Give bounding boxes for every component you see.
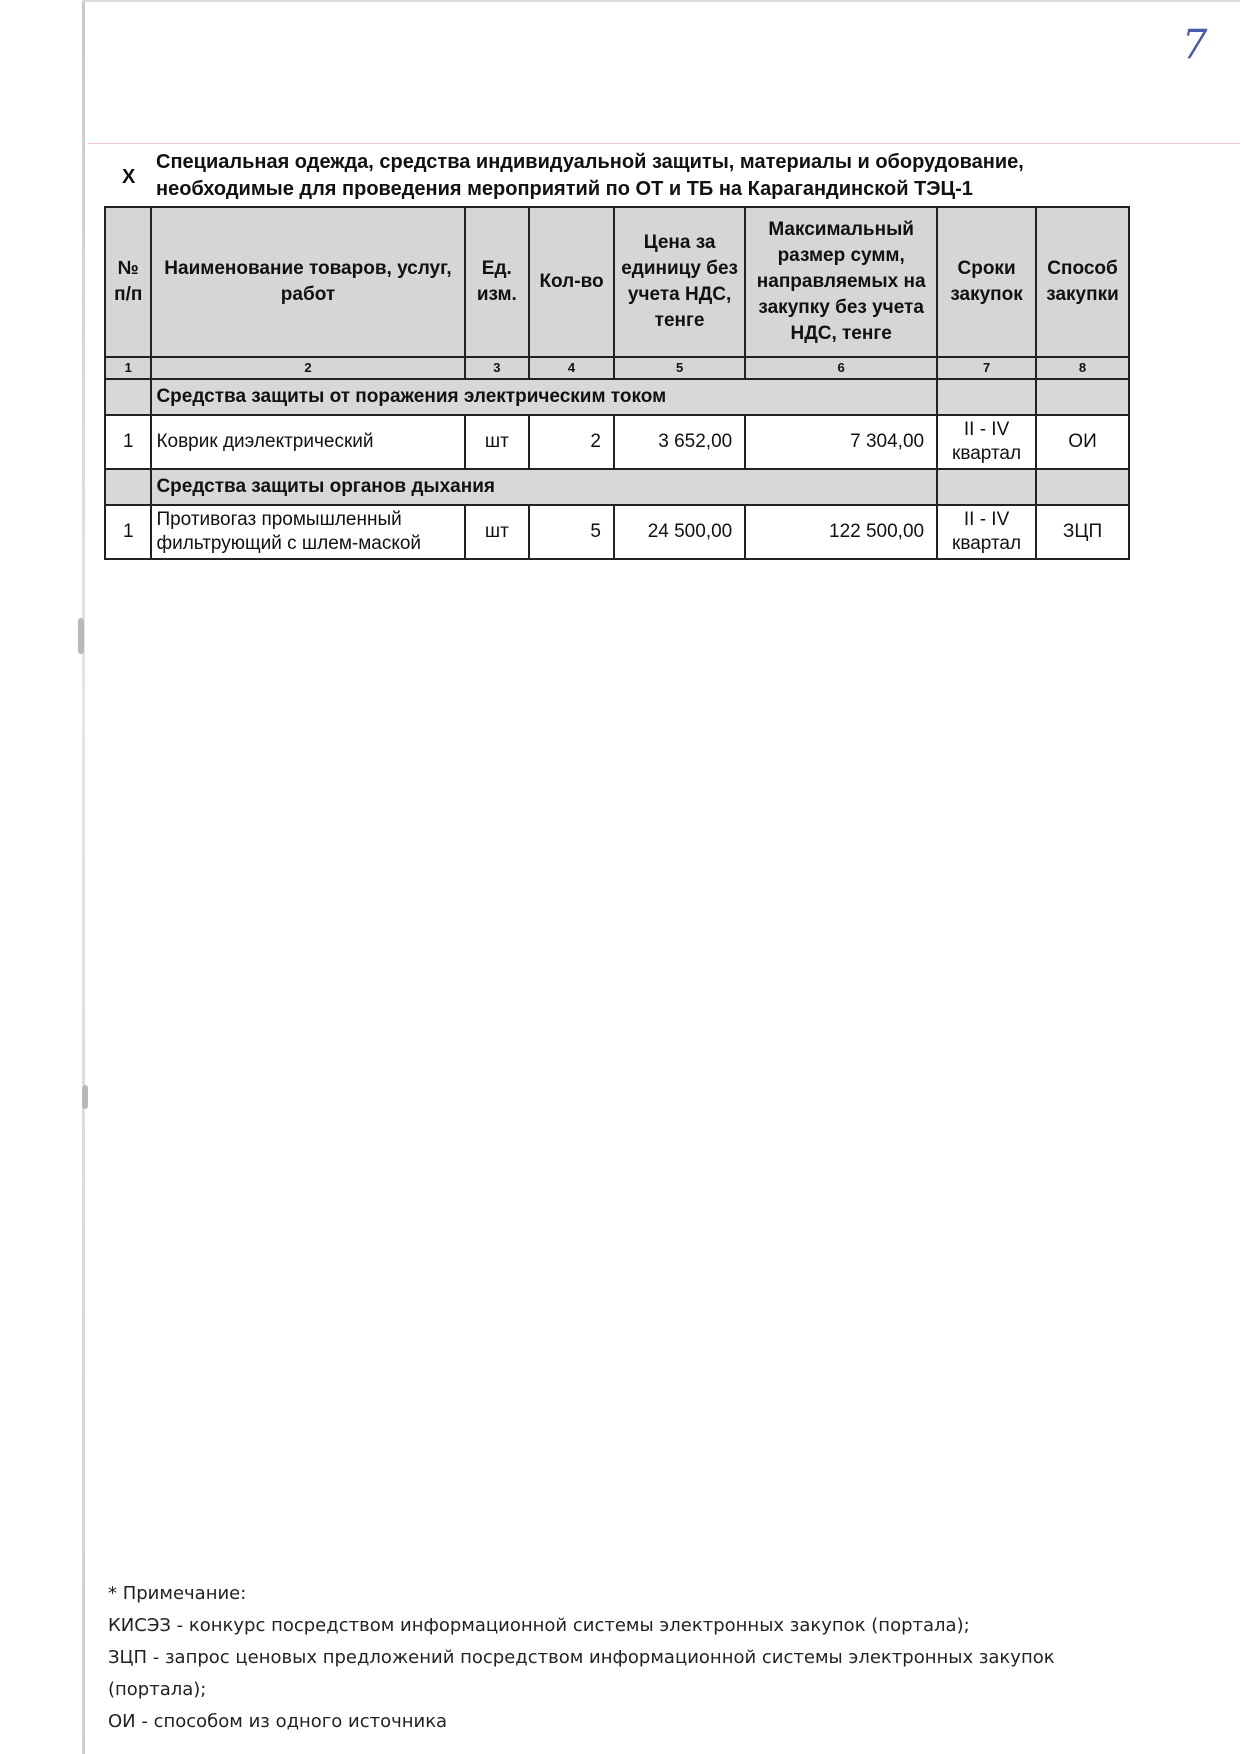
cell-period-line: II - IV xyxy=(963,509,1010,530)
group-spacer xyxy=(105,469,151,505)
footnotes xyxy=(108,1578,1108,1738)
procurement-table xyxy=(104,206,1130,560)
page-edge-left xyxy=(82,0,85,1754)
group-spacer xyxy=(1036,379,1129,415)
column-number: 4 xyxy=(529,357,614,379)
header-total: Максимальный размер сумм, направляемых на закупку без учета НДС, тенге xyxy=(745,207,937,357)
cell-num: 1 xyxy=(105,505,151,559)
section-mark: X xyxy=(122,166,136,188)
cell-total: 7 304,00 xyxy=(745,415,937,469)
page-edge-top xyxy=(82,0,1240,2)
footnote-line: КИСЭЗ - конкурс посредством информационной системы электронных закупок (портала); xyxy=(108,1615,970,1636)
table-row xyxy=(105,415,1129,469)
cell-method: ЗЦП xyxy=(1036,505,1129,559)
cell-period xyxy=(937,415,1036,469)
header-method: Способ закупки xyxy=(1036,207,1129,357)
punch-mark-upper xyxy=(78,618,84,654)
cell-period-line: II - IV xyxy=(963,419,1010,440)
header-price: Цена за единицу без учета НДС, тенге xyxy=(614,207,745,357)
cell-unit: шт xyxy=(465,415,530,469)
header-period: Сроки закупок xyxy=(937,207,1036,357)
punch-mark-lower xyxy=(82,1085,88,1109)
cell-method: ОИ xyxy=(1036,415,1129,469)
cell-name-line: Противогаз промышленный xyxy=(156,509,402,530)
section-title-line: необходимые для проведения мероприятий по ОТ и ТБ на Карагандинской ТЭЦ-1 xyxy=(156,178,973,200)
header-qty: Кол-во xyxy=(529,207,614,357)
footnote-line: ЗЦП - запрос ценовых предложений посредством информационной системы электронных закупок xyxy=(108,1647,1055,1668)
header-row xyxy=(105,207,1129,357)
column-number: 2 xyxy=(151,357,464,379)
section-title-line: Специальная одежда, средства индивидуальной защиты, материалы и оборудование, xyxy=(156,151,1024,173)
table-row xyxy=(105,505,1129,559)
group-title: Средства защиты органов дыхания xyxy=(151,469,937,505)
group-row xyxy=(105,379,1129,415)
cell-name: Коврик диэлектрический xyxy=(151,415,464,469)
column-number: 3 xyxy=(465,357,530,379)
group-spacer xyxy=(937,379,1036,415)
group-spacer xyxy=(937,469,1036,505)
header-name: Наименование товаров, услуг, работ xyxy=(151,207,464,357)
cell-total: 122 500,00 xyxy=(745,505,937,559)
group-spacer xyxy=(1036,469,1129,505)
group-row xyxy=(105,469,1129,505)
column-number: 5 xyxy=(614,357,745,379)
cell-unit: шт xyxy=(465,505,530,559)
cell-num: 1 xyxy=(105,415,151,469)
footnote-line: (портала); xyxy=(108,1679,207,1700)
column-number: 7 xyxy=(937,357,1036,379)
header-unit: Ед. изм. xyxy=(465,207,530,357)
column-number: 8 xyxy=(1036,357,1129,379)
scan-band xyxy=(88,143,1240,144)
cell-name-line: фильтрующий с шлем-маской xyxy=(156,533,422,554)
cell-qty: 5 xyxy=(529,505,614,559)
cell-price: 3 652,00 xyxy=(614,415,745,469)
page-number: 7 xyxy=(1182,22,1208,68)
group-spacer xyxy=(105,379,151,415)
cell-name xyxy=(151,505,464,559)
header-num: № п/п xyxy=(105,207,151,357)
cell-period xyxy=(937,505,1036,559)
column-number: 6 xyxy=(745,357,937,379)
cell-qty: 2 xyxy=(529,415,614,469)
section-title xyxy=(156,149,1096,203)
column-number: 1 xyxy=(105,357,151,379)
cell-price: 24 500,00 xyxy=(614,505,745,559)
column-number-row xyxy=(105,357,1129,379)
group-title: Средства защиты от поражения электрическим током xyxy=(151,379,937,415)
cell-period-line: квартал xyxy=(952,533,1022,554)
footnote-heading: * Примечание: xyxy=(108,1583,247,1604)
footnote-line: ОИ - способом из одного источника xyxy=(108,1711,448,1732)
cell-period-line: квартал xyxy=(952,443,1022,464)
